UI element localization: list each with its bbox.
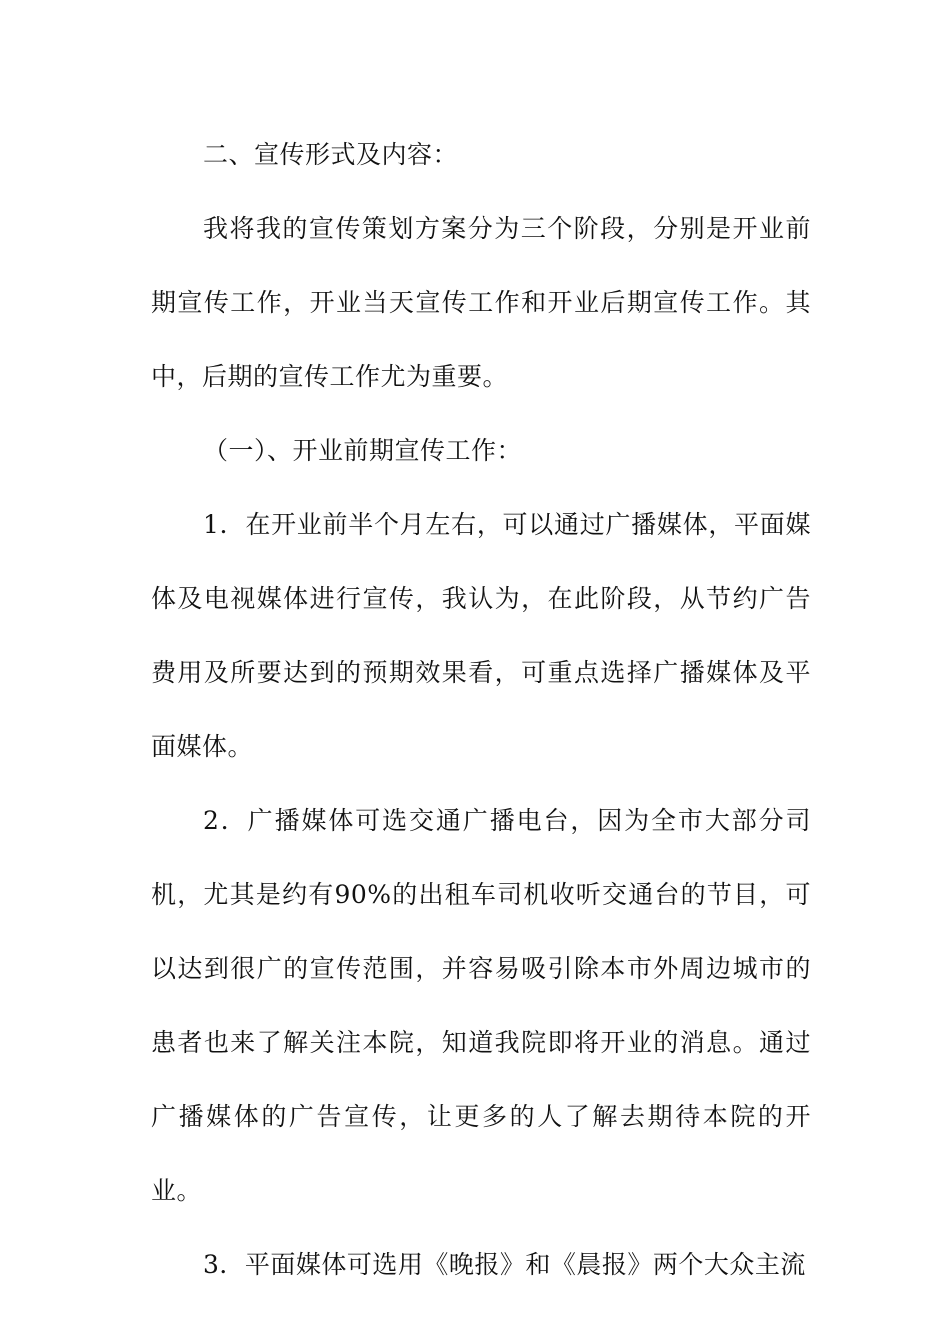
list-item-2: 2．广播媒体可选交通广播电台，因为全市大部分司机，尤其是约有90%的出租车司机收听交通台的节目，可以达到很广的宣传范围，并容易吸引除本市外周边城市的患者也来了解关注本院，知道我院即将开业的消息。通过广播媒体的广告宣传，让更多的人了解去期待本院的开业。	[151, 806, 811, 1205]
intro-paragraph: 我将我的宣传策划方案分为三个阶段，分别是开业前期宣传工作，开业当天宣传工作和开业后期宣传工作。其中，后期的宣传工作尤为重要。	[151, 214, 811, 391]
list-item-3: 3．平面媒体可选用《晚报》和《晨报》两个大众主流	[203, 1250, 806, 1279]
section-heading: 二、宣传形式及内容：	[203, 140, 459, 169]
subsection-heading: （一）、开业前期宣传工作：	[203, 436, 523, 465]
document-body	[151, 118, 811, 1302]
list-item-1: 1．在开业前半个月左右，可以通过广播媒体，平面媒体及电视媒体进行宣传，我认为，在此阶段，从节约广告费用及所要达到的预期效果看，可重点选择广播媒体及平面媒体。	[151, 510, 811, 761]
